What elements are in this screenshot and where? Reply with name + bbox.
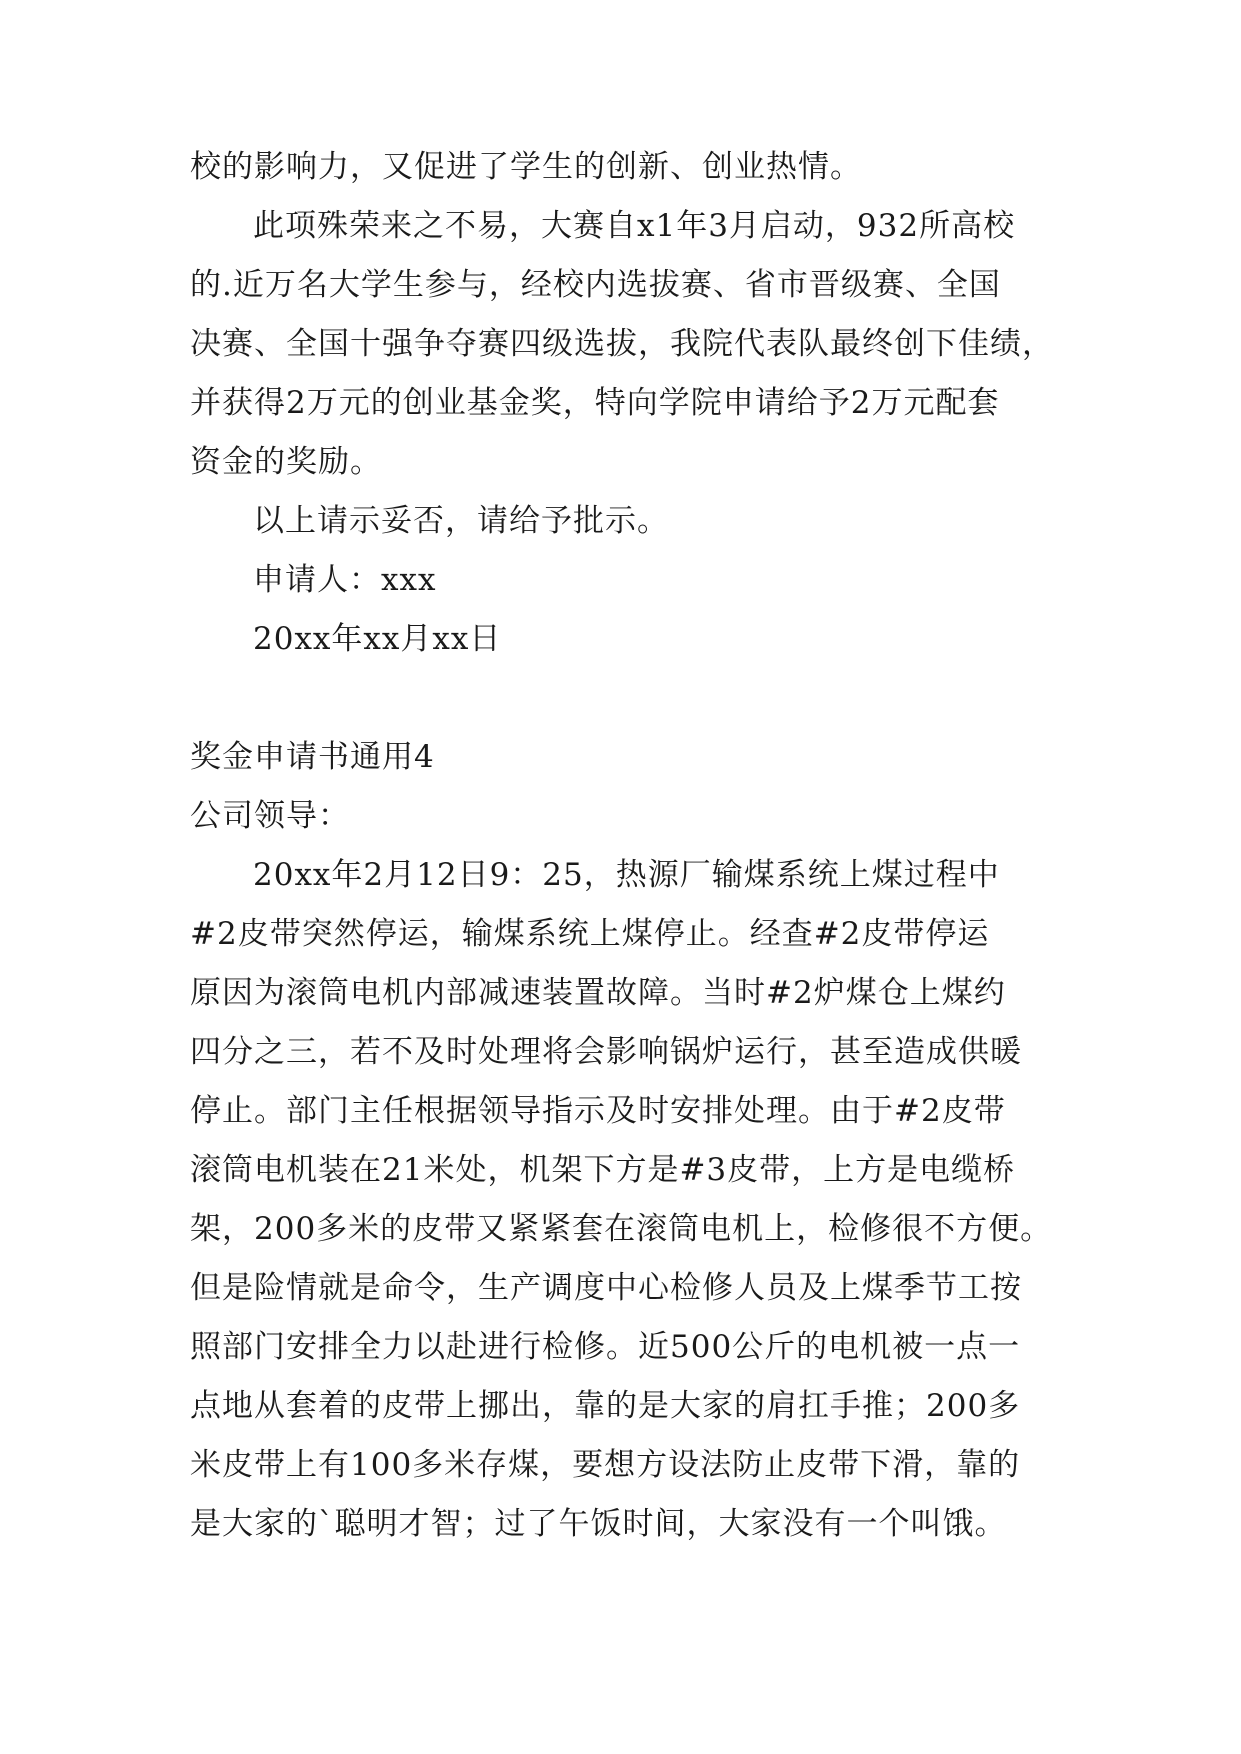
salutation: 公司领导： (190, 798, 350, 834)
section-title: 奖金申请书通用4 (190, 739, 435, 775)
paragraph-line: 四分之三，若不及时处理将会影响锅炉运行，甚至造成供暖 (190, 1034, 1022, 1070)
paragraph-line: 点地从套着的皮带上挪出，靠的是大家的肩扛手推；200多 (190, 1388, 1021, 1424)
paragraph-line: 停止。部门主任根据领导指示及时安排处理。由于#2皮带 (190, 1093, 1006, 1129)
paragraph-line: 是大家的`聪明才智；过了午饭时间，大家没有一个叫饿。 (190, 1506, 1007, 1542)
applicant-signature: 申请人：xxx (253, 562, 437, 598)
paragraph-line: 的.近万名大学生参与，经校内选拔赛、省市晋级赛、全国 (190, 267, 1001, 303)
closing-request: 以上请示妥否，请给予批示。 (253, 503, 669, 539)
paragraph-line: 校的影响力，又促进了学生的创新、创业热情。 (190, 149, 862, 185)
paragraph-line: 架，200多米的皮带又紧紧套在滚筒电机上，检修很不方便。 (190, 1211, 1053, 1247)
paragraph-line: 并获得2万元的创业基金奖，特向学院申请给予2万元配套 (190, 385, 1000, 421)
paragraph-line: 此项殊荣来之不易，大赛自x1年3月启动，932所高校 (253, 208, 1016, 244)
paragraph-line: 决赛、全国十强争夺赛四级选拔，我院代表队最终创下佳绩， (190, 326, 1054, 362)
paragraph-line: 20xx年2月12日9：25，热源厂输煤系统上煤过程中 (253, 857, 1000, 893)
paragraph-line: 米皮带上有100多米存煤，要想方设法防止皮带下滑，靠的 (190, 1447, 1021, 1483)
paragraph-line: 资金的奖励。 (190, 444, 382, 480)
paragraph-line: 滚筒电机装在21米处，机架下方是#3皮带，上方是电缆桥 (190, 1152, 1016, 1188)
paragraph-line: #2皮带突然停运，输煤系统上煤停止。经查#2皮带停运 (190, 916, 990, 952)
date-line: 20xx年xx月xx日 (253, 621, 502, 657)
paragraph-line: 原因为滚筒电机内部减速装置故障。当时#2炉煤仓上煤约 (190, 975, 1006, 1011)
paragraph-line: 照部门安排全力以赴进行检修。近500公斤的电机被一点一 (190, 1329, 1021, 1365)
paragraph-line: 但是险情就是命令，生产调度中心检修人员及上煤季节工按 (190, 1270, 1022, 1306)
